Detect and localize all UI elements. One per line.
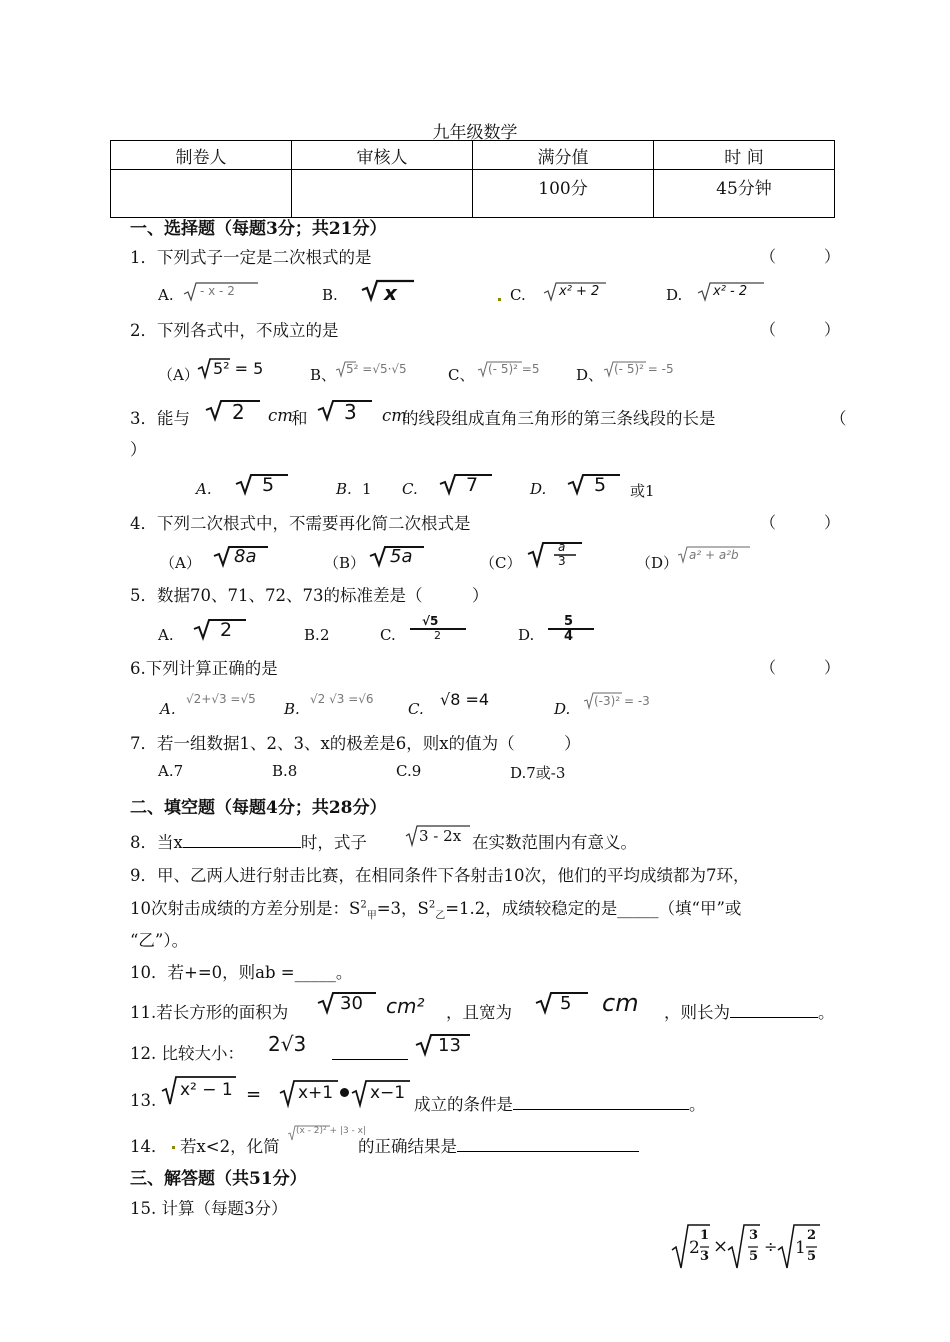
q13-post-text: 成立的条件是 <box>414 1095 513 1114</box>
q3-paren-close: ） <box>130 440 147 459</box>
section-1-heading: 一、选择题（每题3分；共21分） <box>130 219 387 239</box>
q5-option-b-val: 2 <box>320 626 330 644</box>
q15-w3: 1 <box>795 1238 806 1258</box>
q4-option-c: （C） <box>480 554 522 572</box>
q7-option-d: D.7或-3 <box>510 764 566 782</box>
q2-option-c-math <box>476 360 556 384</box>
col-time: 时 间 <box>654 141 835 170</box>
q2-option-b-math <box>334 360 414 384</box>
q9-line1: 9．甲、乙两人进行射击比赛，在相同条件下各射击10次，他们的平均成绩都为7环， <box>130 866 750 885</box>
q14-math <box>286 1125 367 1147</box>
q3-unit2: cm <box>382 406 407 425</box>
q3-option-d-math <box>566 472 626 500</box>
q11-math1 <box>316 990 380 1020</box>
col-author: 制卷人 <box>111 141 292 170</box>
q5-text: 5．数据70、71、72、73的标准差是（ ） <box>130 586 489 605</box>
cell-time: 45分钟 <box>654 170 835 218</box>
q3-root3-val: 3 <box>344 400 357 424</box>
q12-blank[interactable] <box>332 1043 408 1060</box>
q3-option-a-math <box>234 472 294 500</box>
q9-sub-jia: 甲 <box>366 910 377 922</box>
q12-math2 <box>414 1032 474 1062</box>
col-reviewer: 审核人 <box>292 141 473 170</box>
q5-d-num: 5 <box>564 614 574 629</box>
q3-option-b: B. <box>336 480 352 498</box>
q1-option-d-math <box>696 281 768 307</box>
q5-d-den: 4 <box>564 629 574 644</box>
q1-c-expr: x² + 2 <box>559 284 600 299</box>
section-3-heading: 三、解答题（共51分） <box>130 1169 307 1189</box>
q5-option-a-math <box>192 617 252 645</box>
col-score: 满分值 <box>473 141 654 170</box>
q2-b-expr: 5² =√5·√5 <box>346 362 407 376</box>
q1-option-a: A. <box>158 286 174 304</box>
q13-blank[interactable] <box>513 1093 689 1110</box>
q1-option-a-math <box>182 281 262 307</box>
header-table <box>110 140 835 218</box>
q3-a-val: 5 <box>262 474 275 496</box>
q4-a-expr: 8a <box>234 546 257 567</box>
q4-option-a-math <box>212 544 272 572</box>
q9-sup-1: 2 <box>360 899 367 911</box>
q3-option-d: D. <box>530 480 547 498</box>
q2-option-c: C、 <box>448 366 475 384</box>
q13-math1 <box>160 1074 240 1112</box>
q10-text: 10．若+=0，则ab =_____。 <box>130 963 353 982</box>
q5-c-den: 2 <box>434 629 441 642</box>
q6-option-c: C. <box>408 700 424 718</box>
q8-post: 在实数范围内有意义。 <box>472 833 637 852</box>
q4-option-d-math <box>676 545 756 569</box>
q7-text: 7．若一组数据1、2、3、x的极差是6，则x的值为（ ） <box>130 734 581 753</box>
q9-mid: =3，S <box>376 899 429 918</box>
q14-expr: (x - 2)² + |3 - x| <box>296 1126 367 1136</box>
q1-d-expr: x² - 2 <box>713 284 748 299</box>
q4-option-b: （B） <box>324 554 366 572</box>
q3-paren-open: （ <box>830 409 847 428</box>
q13-m2: x+1 <box>298 1083 334 1103</box>
q6-b-expr: √2 √3 =√6 <box>310 692 374 706</box>
q6-text: 6.下列计算正确的是 <box>130 659 278 678</box>
q15-expression <box>670 1222 840 1272</box>
q3-option-b-val: 1 <box>362 480 372 498</box>
q15-d1: 3 <box>700 1249 710 1264</box>
q1-b-expr: x <box>384 281 397 305</box>
q6-option-d-math <box>582 691 654 715</box>
q8-blank[interactable] <box>183 831 301 848</box>
q6-option-a: A. <box>160 700 176 718</box>
q15-n2: 3 <box>749 1228 759 1243</box>
q11-math2 <box>534 990 590 1020</box>
q15-div: ÷ <box>764 1237 778 1256</box>
q13-m1: x² − 1 <box>180 1080 233 1100</box>
q3-d-val: 5 <box>594 474 607 496</box>
q6-a-expr: √2+√3 =√5 <box>186 692 256 706</box>
q9-sub-yi: 乙 <box>435 910 446 922</box>
q2-option-b: B、 <box>310 366 337 384</box>
page-title: 九年级数学 <box>432 123 518 143</box>
q15-n1: 1 <box>700 1228 710 1243</box>
q13-math2 <box>278 1078 342 1112</box>
q5-option-b: B. <box>304 626 320 644</box>
q2-c-expr: (- 5)² =5 <box>488 362 540 376</box>
q13-math3 <box>350 1078 414 1112</box>
q4-c-num: a <box>558 540 566 554</box>
q13-m3: x−1 <box>370 1083 406 1103</box>
q8-math <box>404 824 474 852</box>
q11-end: 。 <box>818 1003 835 1022</box>
q4-option-b-math <box>368 544 428 572</box>
q1-option-c: C. <box>510 286 526 304</box>
q3-root2 <box>204 398 264 426</box>
q3-line <box>130 405 190 429</box>
q12-pre: 12. 比较大小： <box>130 1044 244 1063</box>
q3-option-c-math <box>438 472 498 500</box>
q2-answer-paren: （ ） <box>760 320 841 339</box>
q13-end: 。 <box>689 1095 706 1114</box>
stray-dot <box>172 1146 175 1149</box>
q11-mid: ，且宽为 <box>446 1003 512 1022</box>
q3-option-c: C. <box>402 480 418 498</box>
q3-c-val: 7 <box>466 474 479 496</box>
q1-a-expr: - x - 2 <box>200 284 235 298</box>
q4-option-a: （A） <box>160 554 201 572</box>
q14-post-text: 的正确结果是 <box>358 1137 457 1156</box>
q7-option-c: C.9 <box>396 762 422 780</box>
q14-blank[interactable] <box>457 1135 639 1152</box>
q2-option-a-math <box>196 356 266 384</box>
q2-option-d-math <box>602 360 682 384</box>
q2-option-a: （A） <box>158 366 199 384</box>
q3-unit1: cm <box>268 406 293 425</box>
q13-pre: 13. <box>130 1091 157 1110</box>
q5-a-val: 2 <box>220 619 233 641</box>
q1-option-c-math <box>542 281 610 307</box>
q1-option-b: B. <box>322 286 338 304</box>
q9-line2b: =1.2，成绩较稳定的是_____（填“甲”或 <box>445 899 742 918</box>
q15-text: 15. 计算（每题3分） <box>130 1199 288 1218</box>
q12-blank-wrap <box>332 1043 408 1064</box>
q8-expr: 3 - 2x <box>419 827 462 845</box>
q8-line <box>130 829 367 853</box>
q7-option-a: A.7 <box>158 762 184 780</box>
q4-answer-paren: （ ） <box>760 513 841 532</box>
q6-c-expr: √8 =4 <box>440 690 490 709</box>
q11-post-text: ，则长为 <box>664 1003 730 1022</box>
cell-reviewer <box>292 170 473 218</box>
cell-score: 100分 <box>473 170 654 218</box>
q15-n3: 2 <box>807 1228 817 1243</box>
q15-times: × <box>713 1236 729 1257</box>
q3-option-a: A. <box>196 480 212 498</box>
q5-option-d-math <box>546 616 598 646</box>
q6-option-d: D. <box>554 700 571 718</box>
q12-m1: 2√3 <box>268 1032 307 1056</box>
q15-d3: 5 <box>807 1249 817 1264</box>
q4-d-expr: a² + a²b <box>689 548 739 562</box>
multiply-dot-icon <box>340 1088 349 1097</box>
q9-line3: “乙”）。 <box>130 931 189 950</box>
q14-mid: 若x<2，化简 <box>180 1137 280 1156</box>
q9-line2a: 10次射击成绩的方差分别是：S <box>130 899 361 918</box>
q1-text: 1．下列式子一定是二次根式的是 <box>130 248 372 267</box>
stray-dot <box>498 298 501 301</box>
q3-option-d-suffix: 或1 <box>630 482 655 500</box>
q13-eq: = <box>246 1084 262 1105</box>
q4-c-den: 3 <box>558 554 566 568</box>
q2-a-expr: 5² = 5 <box>213 359 264 378</box>
q15-w1: 2 <box>689 1238 700 1258</box>
q5-option-c: C. <box>380 626 396 644</box>
q4-option-d: （D） <box>636 554 679 572</box>
q15-d2: 5 <box>749 1249 759 1264</box>
q3-pre: 3．能与 <box>130 409 190 428</box>
q11-m1: 30 <box>340 993 363 1014</box>
q3-post: 的线段组成直角三角形的第三条线段的长是 <box>402 409 716 428</box>
q7-option-b: B.8 <box>272 762 298 780</box>
q2-text: 2．下列各式中，不成立的是 <box>130 321 339 340</box>
q6-option-b: B. <box>284 700 300 718</box>
q9-line2 <box>130 895 741 921</box>
q14-pre: 14． <box>130 1137 168 1156</box>
q4-b-expr: 5a <box>390 546 413 567</box>
q12-m2: 13 <box>438 1035 461 1056</box>
q4-option-c-math <box>526 540 586 572</box>
q2-option-d: D、 <box>576 366 604 384</box>
q11-unit2: cm <box>602 989 639 1017</box>
q3-root3 <box>316 398 376 426</box>
q14-post <box>358 1133 639 1157</box>
q13-post <box>414 1091 706 1115</box>
q6-answer-paren: （ ） <box>760 658 841 677</box>
q4-text: 4．下列二次根式中，不需要再化简二次根式是 <box>130 514 471 533</box>
q5-option-a: A. <box>158 626 174 644</box>
q1-answer-paren: （ ） <box>760 247 841 266</box>
q1-option-b-math <box>360 278 416 306</box>
q3-root2-val: 2 <box>232 400 245 424</box>
q3-and: 和 <box>291 409 308 428</box>
q11-post <box>664 999 835 1023</box>
section-2-heading: 二、填空题（每题4分；共28分） <box>130 798 387 818</box>
q5-option-c-math <box>408 616 470 646</box>
q8-pre: 8．当x <box>130 833 183 852</box>
q6-d-expr: (-3)² = -3 <box>594 694 650 708</box>
q8-mid: 时，式子 <box>300 833 367 852</box>
cell-author <box>111 170 292 218</box>
q11-m2: 5 <box>560 993 572 1014</box>
q1-option-d: D. <box>666 286 683 304</box>
q5-c-num: √5 <box>422 614 439 628</box>
q2-d-expr: (- 5)² = -5 <box>614 362 674 376</box>
q11-blank[interactable] <box>730 1001 818 1018</box>
q9-sup-2: 2 <box>428 899 436 911</box>
q11-unit1: cm² <box>386 994 425 1018</box>
q11-pre: 11.若长方形的面积为 <box>130 1003 289 1022</box>
q5-option-d: D. <box>518 626 535 644</box>
